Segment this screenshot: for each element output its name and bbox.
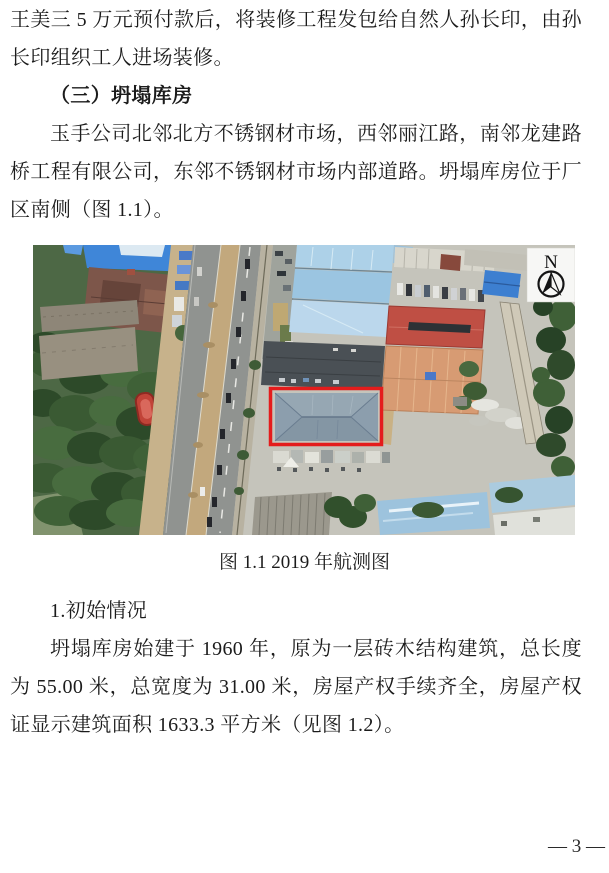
north-label: N <box>544 252 558 273</box>
orange-roof-building <box>381 346 487 414</box>
paragraph-location: 玉手公司北邻北方不锈钢材市场，西邻丽江路，南邻龙建路桥工程有限公司，东邻不锈钢材市场内部道路。坍塌库房位于厂区南侧（图 1.1）。 <box>10 123 582 221</box>
subheading-initial-condition: 1.初始情况 <box>50 600 148 622</box>
collapsed-warehouse-roof <box>275 393 378 441</box>
blue-roof-building <box>482 270 521 298</box>
page-number: — 3 — <box>548 836 605 857</box>
text-block-bottom <box>10 592 582 744</box>
aerial-photo-figure <box>33 245 575 535</box>
paragraph-initial-condition: 坍塌库房始建于 1960 年，原为一层砖木结构建筑，总长度为 55.00 米，总宽度为 31.00 米，房屋产权手续齐全，房屋产权证显示建筑面积 1633.3 平方米（见图 1.2）。 <box>10 638 582 736</box>
red-roof-building <box>386 306 485 348</box>
north-indicator <box>527 248 575 302</box>
text-block-top <box>10 1 582 229</box>
paragraph-intro: 王美三 5 万元预付款后，将装修工程发包给自然人孙长印，由孙长印组织工人进场装修。 <box>10 9 582 69</box>
figure-caption: 图 1.1 2019 年航测图 <box>218 552 390 573</box>
section-heading: （三）坍塌库房 <box>50 85 193 107</box>
aerial-photo <box>33 245 575 535</box>
